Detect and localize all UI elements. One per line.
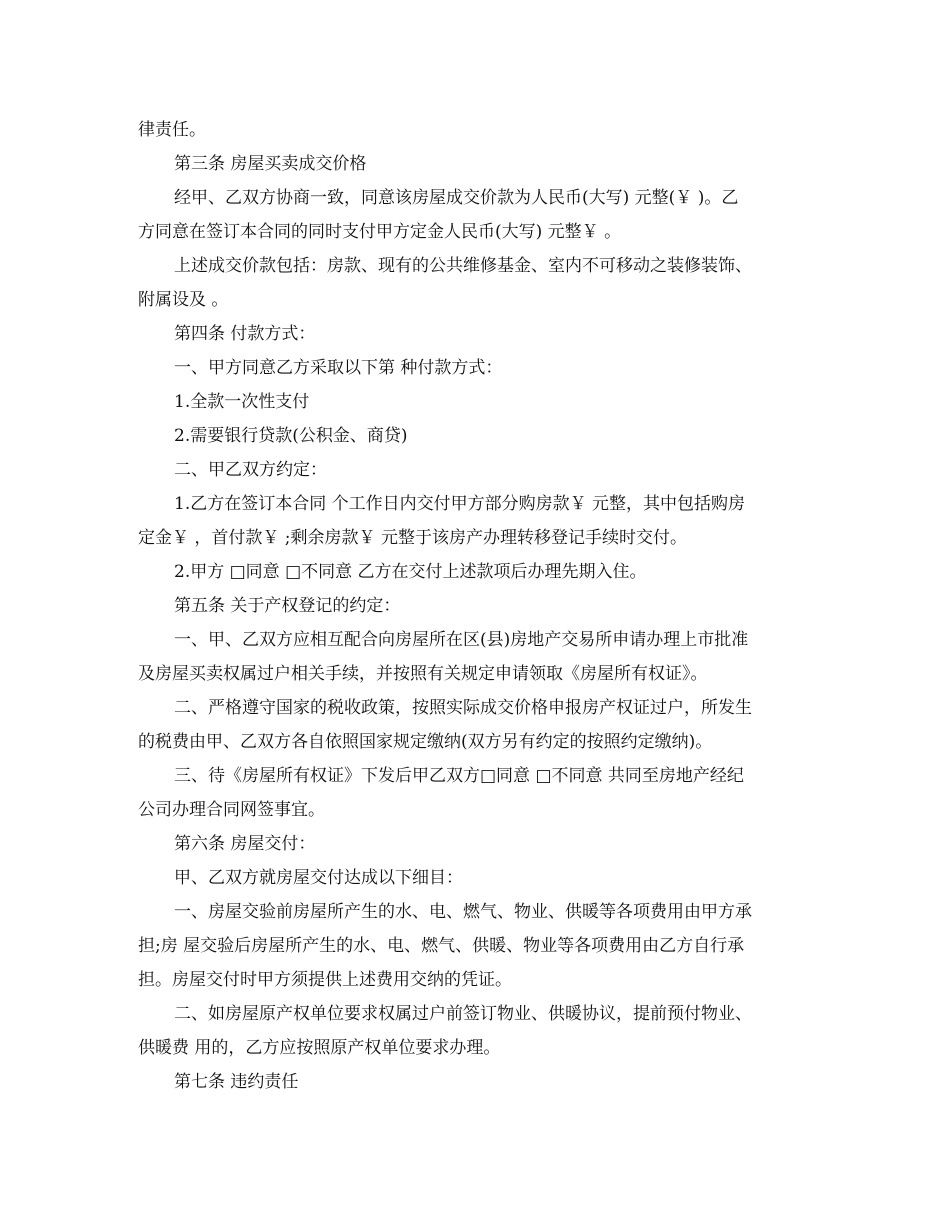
text-line: 第七条 违约责任 [174,1072,299,1092]
text-line: 一、甲方同意乙方采取以下第 种付款方式： [174,358,503,378]
text-line: 一、房屋交验前房屋所产生的水、电、燃气、物业、供暖等各项费用由甲方承 [174,902,752,922]
text-line: 方同意在签订本合同的同时支付甲方定金人民币(大写) 元整￥ 。 [138,222,622,242]
text-line: 第三条 房屋买卖成交价格 [174,154,367,174]
text-line: 担;房 屋交验后房屋所产生的水、电、燃气、供暖、物业等各项费用由乙方自行承 [138,936,745,956]
text-line: 2.需要银行贷款(公积金、商贷) [174,426,408,446]
text-line: 的税费由甲、乙双方各自依照国家规定缴纳(双方另有约定的按照约定缴纳)。 [138,732,713,752]
document-body [138,113,814,1099]
text-line: 定金￥ ，首付款￥ ;剩余房款￥ 元整于该房产办理转移登记手续时交付。 [138,528,687,548]
text-line: 附属设及 。 [138,290,229,310]
text-line: 1.全款一次性支付 [174,392,310,412]
text-line: 上述成交价款包括：房款、现有的公共维修基金、室内不可移动之装修装饰、 [174,256,752,276]
text-line: 2.甲方 □同意 □不同意 乙方在交付上述款项后办理先期入住。 [174,562,647,582]
text-line: 供暖费 用的，乙方应按照原产权单位要求办理。 [138,1038,501,1058]
text-line: 一、甲、乙双方应相互配合向房屋所在区(县)房地产交易所申请办理上市批准 [174,630,749,650]
text-line: 第六条 房屋交付： [174,834,316,854]
text-line: 二、严格遵守国家的税收政策，按照实际成交价格申报房产权证过户，所发生 [174,698,752,718]
text-line: 公司办理合同网签事宜。 [138,800,325,820]
text-line: 担。房屋交付时甲方须提供上述费用交纳的凭证。 [138,970,512,990]
text-line: 律责任。 [138,120,206,140]
text-line: 二、如房屋原产权单位要求权属过户前签订物业、供暖协议，提前预付物业、 [174,1004,752,1024]
text-line: 甲、乙双方就房屋交付达成以下细目： [174,868,463,888]
text-line: 二、甲乙双方约定： [174,460,327,480]
text-line: 及房屋买卖权属过户相关手续，并按照有关规定申请领取《房屋所有权证》。 [138,664,708,684]
text-line: 1.乙方在签订本合同 个工作日内交付甲方部分购房款￥ 元整，其中包括购房 [174,494,746,514]
text-line: 第五条 关于产权登记的约定： [174,596,401,616]
text-line: 第四条 付款方式： [174,324,316,344]
text-line: 经甲、乙双方协商一致，同意该房屋成交价款为人民币(大写) 元整(￥ )。乙 [174,188,739,208]
text-line: 三、待《房屋所有权证》下发后甲乙双方□同意 □不同意 共同至房地产经纪 [174,766,744,786]
